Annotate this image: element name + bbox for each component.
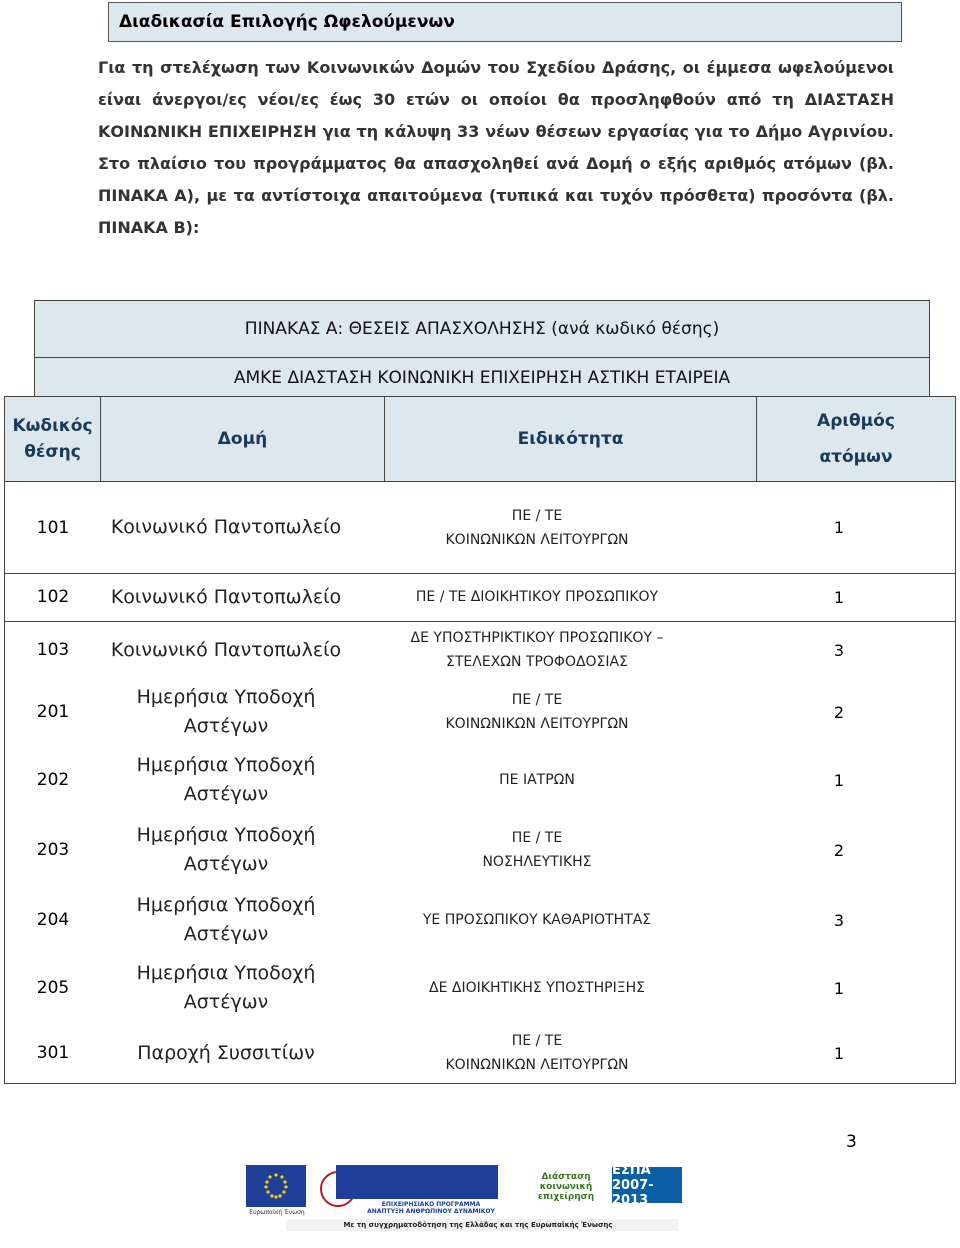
table-row xyxy=(5,746,955,814)
row-structure-line2: Αστέγων xyxy=(183,783,269,805)
row-spec-line1: ΠΕ / ΤΕ xyxy=(511,507,563,524)
row-code: 103 xyxy=(36,640,70,660)
header-structure-text: Δομή xyxy=(217,429,268,449)
row-count: 1 xyxy=(833,1043,845,1063)
row-structure-line1: Ημερήσια Υποδοχή xyxy=(136,894,316,916)
row-count: 3 xyxy=(833,640,845,660)
row-spec-line2: ΝΟΣΗΛΕΥΤΙΚΗΣ xyxy=(482,854,592,870)
row-structure-line1: Κοινωνικό Παντοπωλείο xyxy=(110,638,342,661)
funding-footer xyxy=(240,1162,692,1245)
row-code: 203 xyxy=(36,840,70,860)
program-logo xyxy=(336,1165,498,1199)
table-title-text: ΠΙΝΑΚΑΣ Α: ΘΕΣΕΙΣ ΑΠΑΣΧΟΛΗΣΗΣ (ανά κωδικό θέσης) xyxy=(244,319,720,339)
row-code: 202 xyxy=(36,770,70,790)
table-row xyxy=(5,954,955,1022)
eu-flag-icon xyxy=(246,1165,306,1207)
row-code: 101 xyxy=(36,517,70,538)
row-specialty xyxy=(351,622,723,678)
row-structure xyxy=(101,482,351,573)
row-code: 102 xyxy=(36,587,70,607)
espa-logo xyxy=(612,1162,682,1208)
row-code: 205 xyxy=(36,978,70,998)
header-count xyxy=(757,397,955,481)
row-structure xyxy=(101,622,351,678)
row-count: 1 xyxy=(833,978,845,998)
table-row xyxy=(5,814,955,886)
row-specialty xyxy=(351,678,723,746)
row-structure-line1: Κοινωνικό Παντοπωλείο xyxy=(110,585,342,608)
row-structure-line2: Αστέγων xyxy=(183,853,269,875)
row-spec-line1: ΠΕ / ΤΕ xyxy=(511,692,563,708)
header-code-line1: Κωδικός xyxy=(12,416,93,436)
header-structure xyxy=(101,397,385,481)
table-subtitle-text: ΑΜΚΕ ΔΙΑΣΤΑΣΗ ΚΟΙΝΩΝΙΚΗ ΕΠΙΧΕΙΡΗΣΗ ΑΣΤΙΚΗ ΕΤΑΙΡΕΙΑ xyxy=(233,367,731,388)
row-structure-line2: Αστέγων xyxy=(183,715,269,737)
row-structure-line1: Ημερήσια Υποδοχή xyxy=(136,686,316,708)
table-row xyxy=(5,678,955,746)
row-spec-line2: ΚΟΙΝΩΝΙΚΩΝ ΛΕΙΤΟΥΡΓΩΝ xyxy=(445,716,629,732)
row-spec-line1: ΠΕ / ΤΕ xyxy=(511,830,563,846)
row-structure xyxy=(101,954,351,1022)
row-structure xyxy=(101,886,351,954)
table-row xyxy=(5,622,955,678)
diastasi-label: Διάσταση κοινωνική επιχείρηση xyxy=(537,1172,595,1202)
row-specialty xyxy=(351,954,723,1022)
row-spec-line1: ΠΕ / ΤΕ ΔΙΟΙΚΗΤΙΚΟΥ ΠΡΟΣΩΠΙΚΟΥ xyxy=(415,589,659,605)
header-count-line2: ατόμων xyxy=(819,447,893,467)
section-heading xyxy=(108,2,902,42)
row-structure xyxy=(101,678,351,746)
section-heading-text: Διαδικασία Επιλογής Ωφελούμενων xyxy=(119,12,455,32)
eu-label: Ευρωπαϊκή Ένωση xyxy=(249,1209,305,1216)
row-spec-line1: ΥΕ ΠΡΟΣΩΠΙΚΟΥ ΚΑΘΑΡΙΟΤΗΤΑΣ xyxy=(422,912,652,928)
table-row xyxy=(5,573,955,622)
row-structure xyxy=(101,814,351,886)
header-code xyxy=(5,397,101,481)
intro-text: Για τη στελέχωση των Κοινωνικών Δομών του Σχεδίου Δράσης, οι έμμεσα ωφελούμενοι είναι άνεργοι/ες νέοι/ες έως 30 ετών οι οποίοι θα προσληφθούν από τη ΔΙΑΣΤΑΣΗ ΚΟΙΝΩΝΙΚΗ ΕΠΙΧΕΙΡΗΣΗ για τη κάλυψη 33 νέων θέσεων εργασίας για το Δήμο Αγρινίου. Στο πλαίσιο του προγράμματος θα απασχοληθεί ανά Δομή ο εξής αριθμός ατόμων (βλ. ΠΙΝΑΚΑ Α), με τα αντίστοιχα απαιτούμενα (τυπικά και τυχόν πρόσθετα) προσόντα (βλ. ΠΙΝΑΚΑ Β): xyxy=(98,58,894,237)
table-body xyxy=(4,482,956,1084)
row-spec-line2: ΣΤΕΛΕΧΩΝ ΤΡΟΦΟΔΟΣΙΑΣ xyxy=(446,654,628,670)
row-specialty xyxy=(351,886,723,954)
row-spec-line1: ΔΕ ΔΙΟΙΚΗΤΙΚΗΣ ΥΠΟΣΤΗΡΙΞΗΣ xyxy=(429,980,645,996)
row-code: 201 xyxy=(36,702,70,722)
row-structure-line1: Ημερήσια Υποδοχή xyxy=(136,754,316,776)
row-specialty xyxy=(351,573,723,621)
row-count: 1 xyxy=(833,770,845,790)
row-code: 204 xyxy=(36,910,70,930)
row-structure-line1: Παροχή Συσσιτίων xyxy=(137,1041,315,1064)
row-structure-line1: Κοινωνικό Παντοπωλείο xyxy=(110,516,342,538)
table-title xyxy=(34,300,930,358)
row-code: 301 xyxy=(36,1043,70,1063)
row-specialty xyxy=(351,746,723,814)
row-structure-line2: Αστέγων xyxy=(183,923,269,945)
row-count: 1 xyxy=(833,518,845,537)
row-structure-line1: Ημερήσια Υποδοχή xyxy=(136,962,316,984)
program-label: ΕΠΙΧΕΙΡΗΣΙΑΚΟ ΠΡΟΓΡΑΜΜΑ ΑΝΑΠΤΥΞΗ ΑΝΘΡΩΠΙΝΟΥ ΔΥΝΑΜΙΚΟΥ xyxy=(367,1201,495,1215)
footer-caption: Με τη συγχρηματοδότηση της Ελλάδας και της Ευρωπαϊκής Ένωσης xyxy=(343,1221,613,1229)
row-count: 3 xyxy=(833,910,845,930)
row-structure xyxy=(101,1022,351,1084)
row-spec-line1: ΔΕ ΥΠΟΣΤΗΡΙΚΤΙΚΟΥ ΠΡΟΣΩΠΙΚΟΥ – xyxy=(410,630,664,646)
row-structure xyxy=(101,573,351,621)
row-spec-line1: ΠΕ / ΤΕ xyxy=(511,1033,563,1049)
intro-paragraph xyxy=(98,52,894,244)
row-spec-line1: ΠΕ ΙΑΤΡΩΝ xyxy=(499,772,575,788)
table-row xyxy=(5,886,955,954)
row-specialty xyxy=(351,814,723,886)
row-structure-line1: Ημερήσια Υποδοχή xyxy=(136,824,316,846)
row-spec-line2: ΚΟΙΝΩΝΙΚΩΝ ΛΕΙΤΟΥΡΓΩΝ xyxy=(445,1057,629,1073)
header-specialty xyxy=(385,397,757,481)
header-specialty-text: Ειδικότητα xyxy=(517,429,624,449)
row-count: 2 xyxy=(833,840,845,860)
row-structure-line2: Αστέγων xyxy=(183,991,269,1013)
header-code-line2: θέσης xyxy=(24,442,81,462)
row-count: 2 xyxy=(833,702,845,722)
row-spec-line2: ΚΟΙΝΩΝΙΚΩΝ ΛΕΙΤΟΥΡΓΩΝ xyxy=(445,531,629,548)
table-subtitle xyxy=(34,357,930,398)
table-row xyxy=(5,482,955,574)
table-header-row xyxy=(4,396,956,482)
espa-label: ΕΣΠΑ 2007-2013 xyxy=(612,1162,654,1208)
header-count-line1: Αριθμός xyxy=(817,411,895,431)
row-count: 1 xyxy=(833,587,845,607)
table-row xyxy=(5,1022,955,1084)
diastasi-logo xyxy=(536,1167,596,1207)
page-number: 3 xyxy=(846,1132,857,1152)
row-specialty xyxy=(351,482,723,573)
row-structure xyxy=(101,746,351,814)
row-specialty xyxy=(351,1022,723,1084)
